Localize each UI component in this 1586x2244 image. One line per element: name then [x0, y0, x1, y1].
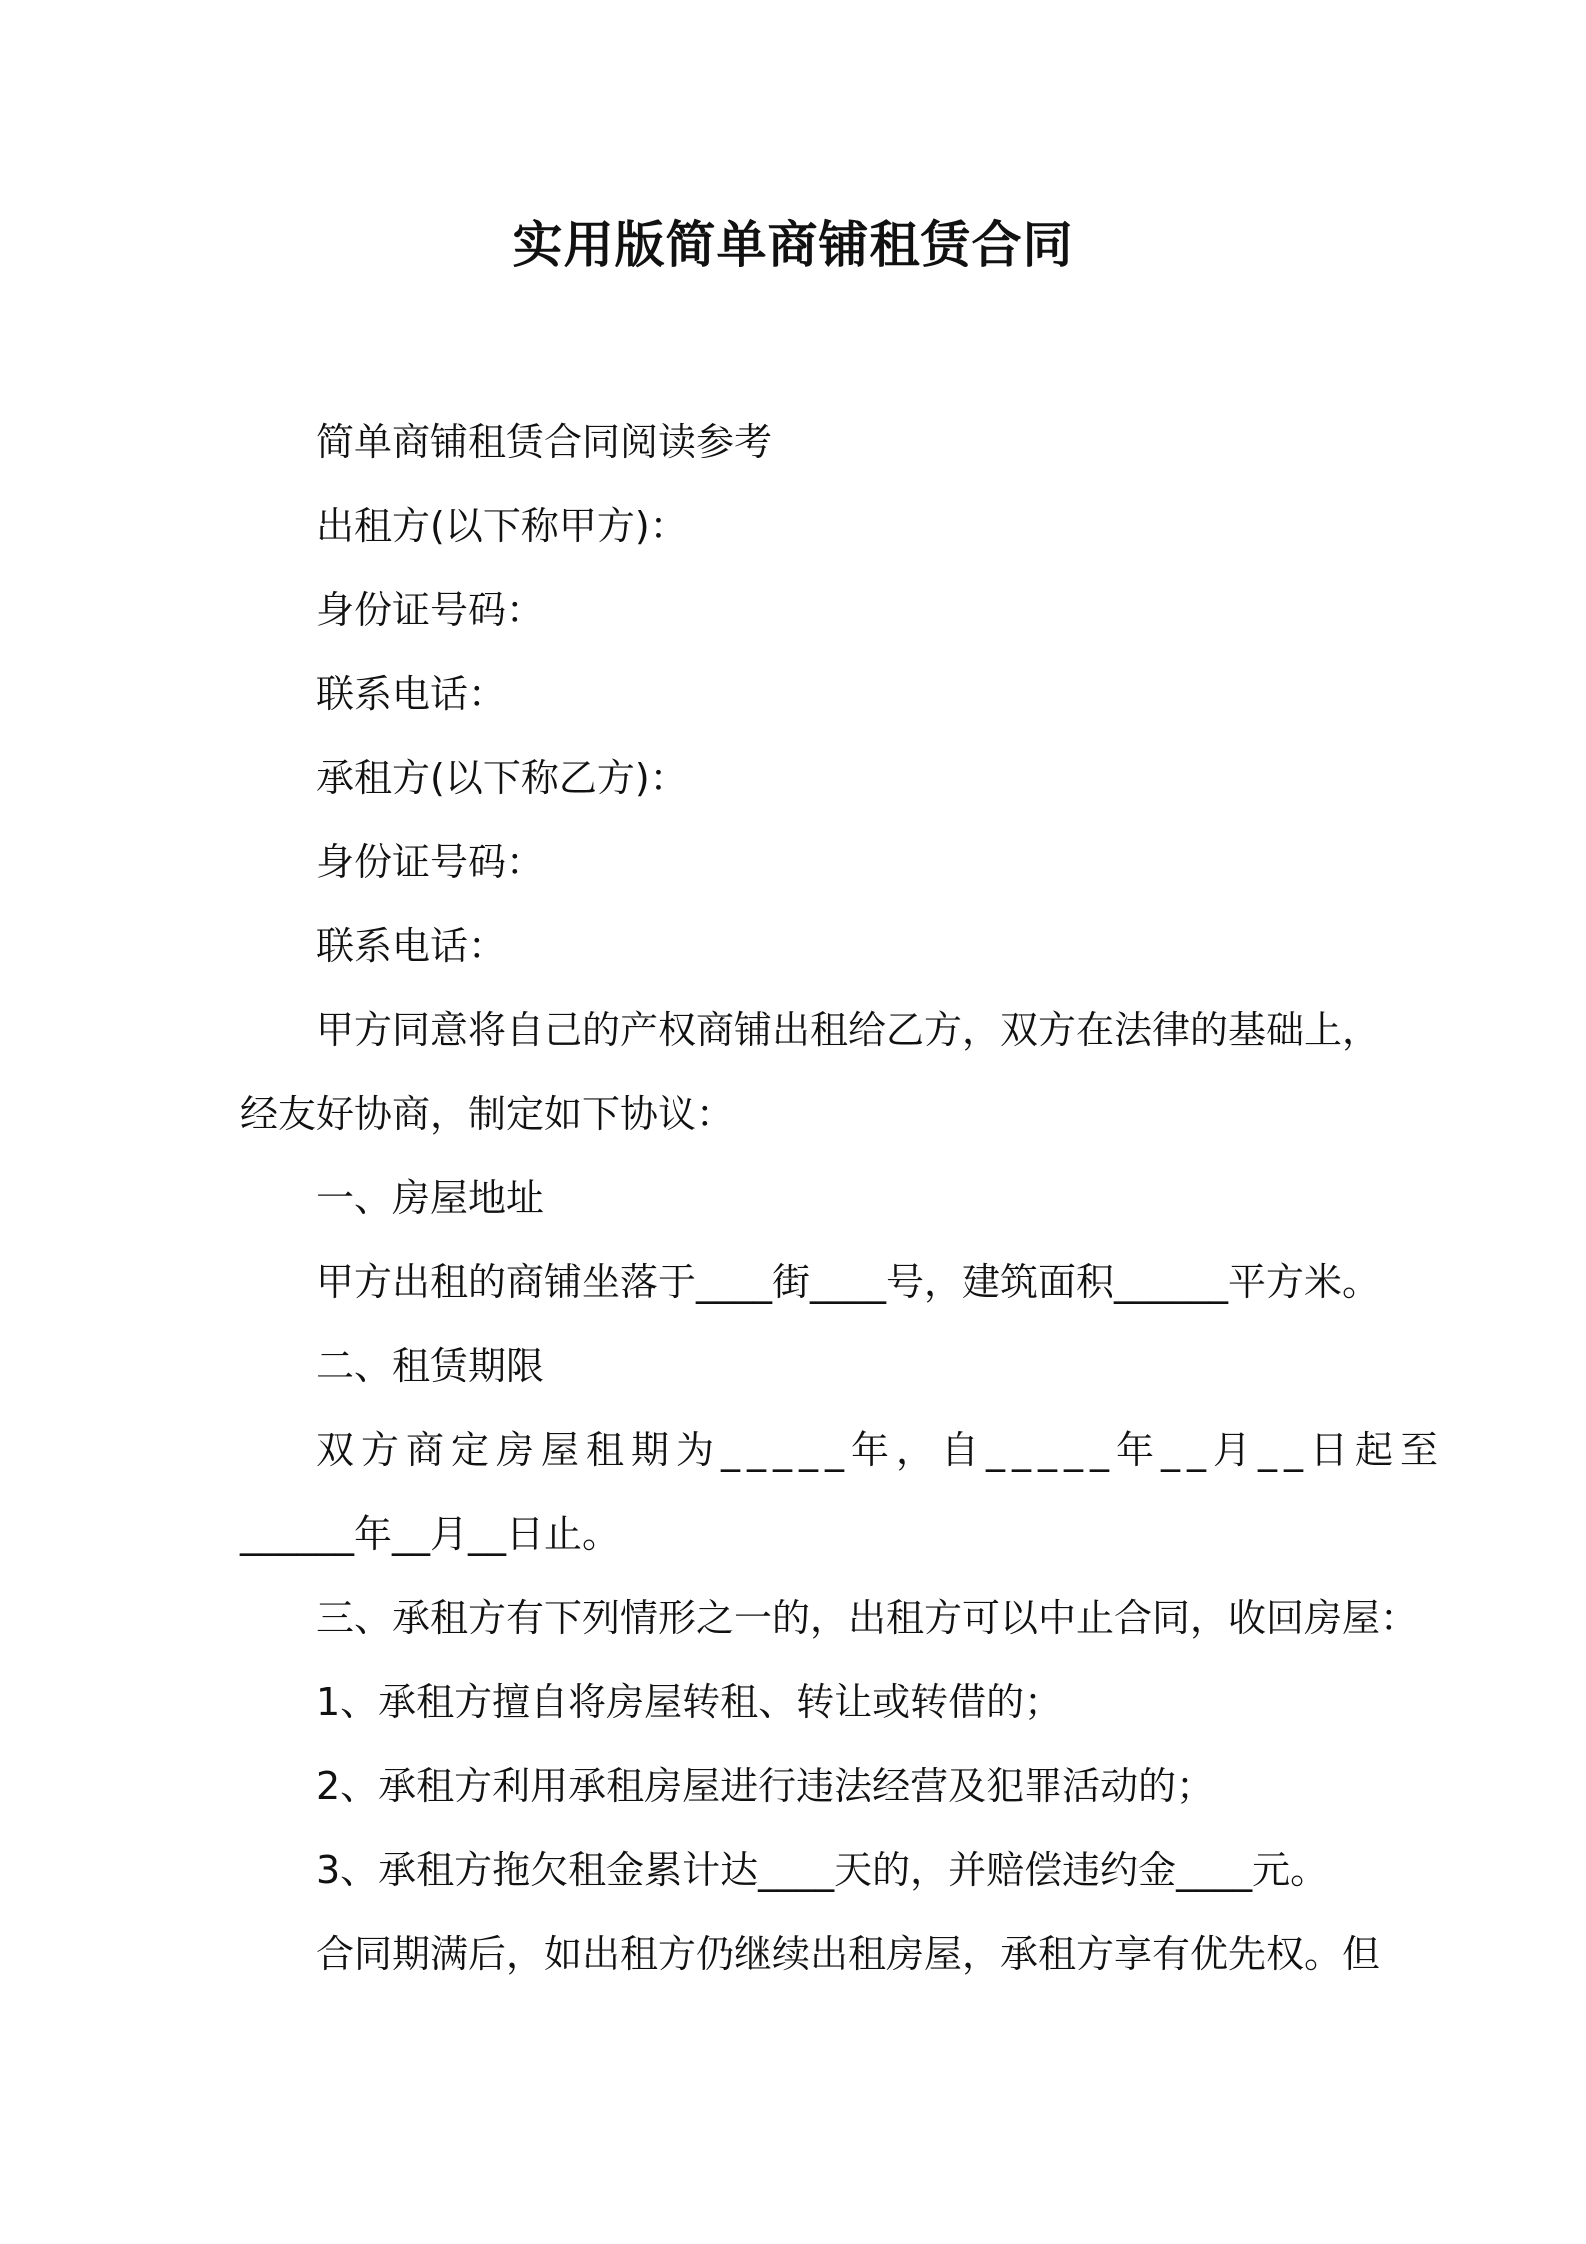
paragraph-line: 甲方出租的商铺坐落于____街____号，建筑面积______平方米。	[316, 1260, 1381, 1304]
list-item: 2、承租方利用承租房屋进行违法经营及犯罪活动的；	[316, 1764, 1215, 1808]
paragraph-line: 双方商定房屋租期为_____年，自_____年__月__日起至	[316, 1428, 1446, 1472]
paragraph-line: ______年__月__日止。	[240, 1512, 621, 1556]
list-item: 1、承租方擅自将房屋转租、转让或转借的；	[316, 1680, 1063, 1724]
paragraph-line: 联系电话：	[316, 924, 507, 968]
document-title: 实用版简单商铺租赁合同	[512, 216, 1074, 274]
paragraph-line: 承租方(以下称乙方)：	[316, 756, 688, 800]
paragraph-line: 出租方(以下称甲方)：	[316, 504, 688, 548]
list-item: 3、承租方拖欠租金累计达____天的，并赔偿违约金____元。	[316, 1848, 1329, 1892]
paragraph-line: 合同期满后，如出租方仍继续出租房屋，承租方享有优先权。但	[316, 1932, 1381, 1976]
section-heading: 一、房屋地址	[316, 1176, 545, 1220]
section-heading: 三、承租方有下列情形之一的，出租方可以中止合同，收回房屋：	[316, 1596, 1419, 1640]
paragraph-line: 甲方同意将自己的产权商铺出租给乙方，双方在法律的基础上，	[316, 1008, 1381, 1052]
document-body	[240, 400, 1446, 1996]
paragraph-line: 简单商铺租赁合同阅读参考	[316, 420, 773, 464]
paragraph-line: 身份证号码：	[316, 840, 545, 884]
paragraph-line: 经友好协商，制定如下协议：	[240, 1092, 735, 1136]
section-heading: 二、租赁期限	[316, 1344, 545, 1388]
paragraph-line: 联系电话：	[316, 672, 507, 716]
paragraph-line: 身份证号码：	[316, 588, 545, 632]
